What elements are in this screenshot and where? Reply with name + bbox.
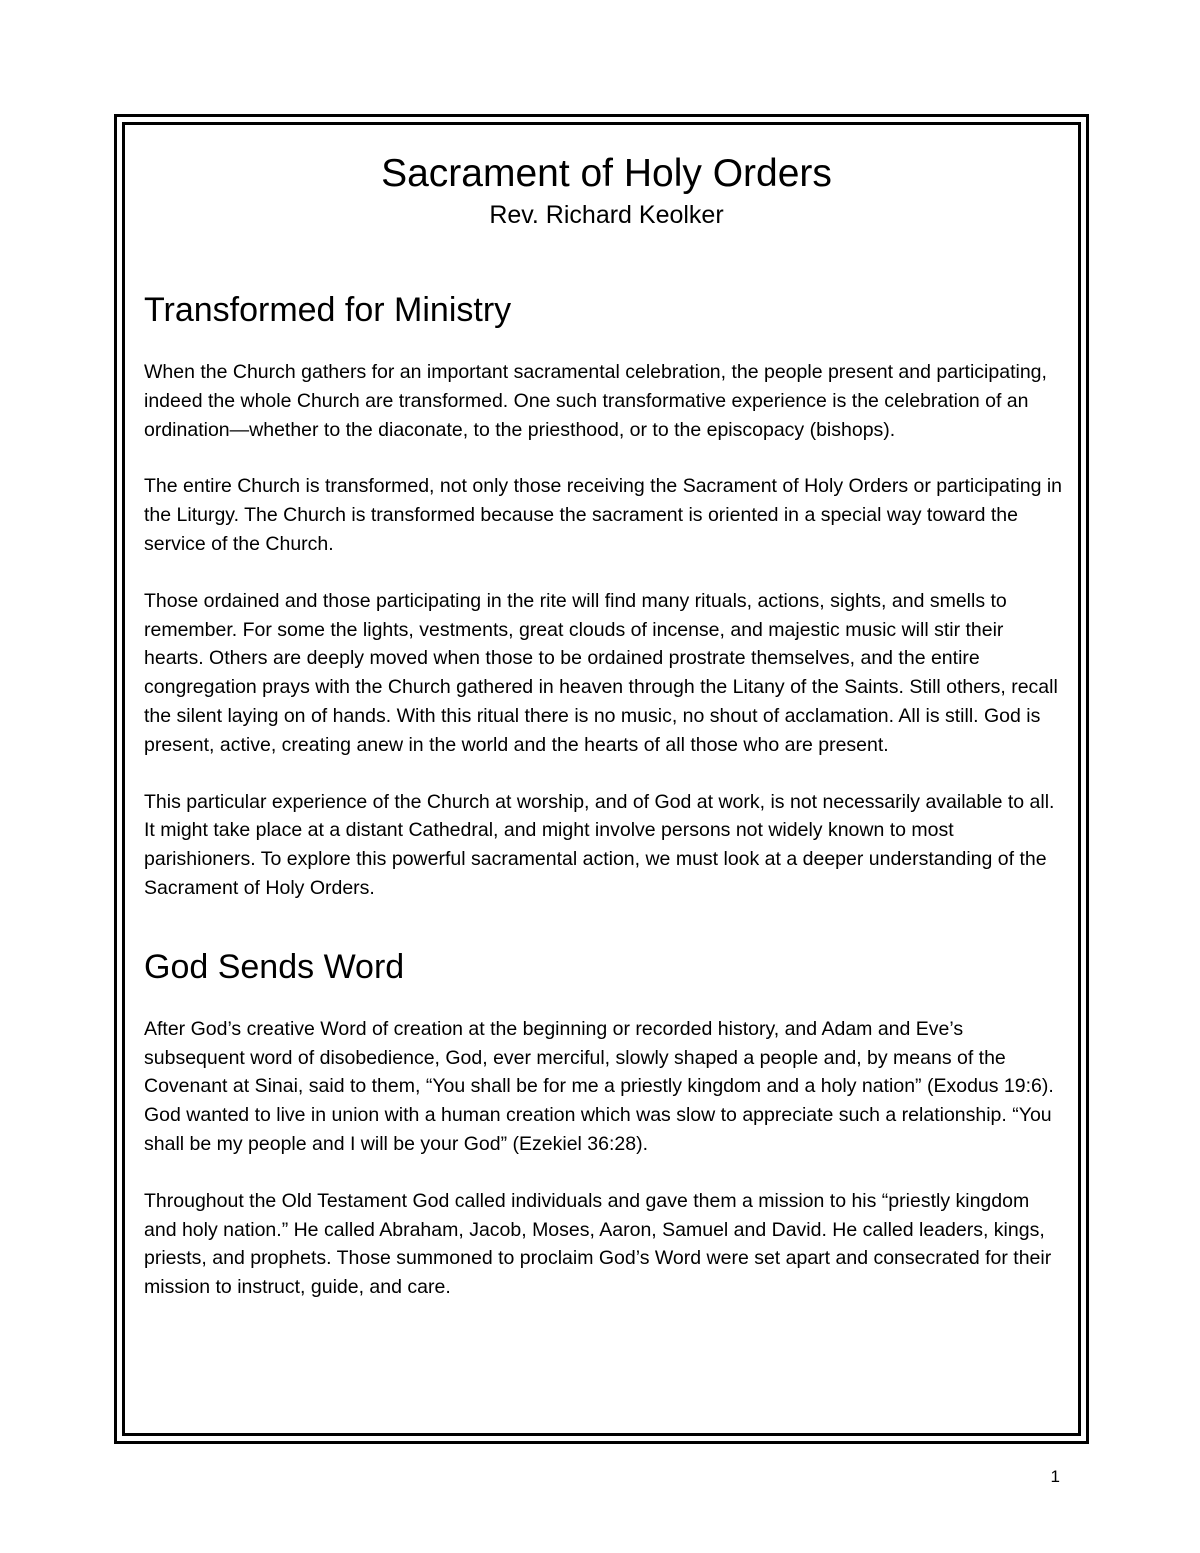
- paragraph: Throughout the Old Testament God called individuals and gave them a mission to his “priestly kingdom and holy nation.” He called Abraham, Jacob, Moses, Aaron, Samuel and David. He called leaders, kings, priests, and prophets. Those summoned to proclaim God’s Word were set apart and consecrated for their mission to instruct, guide, and care.: [144, 1189, 1052, 1299]
- paragraph: When the Church gathers for an important sacramental celebration, the people present and participating, indeed the whole Church are transformed. One such transformative experience is the celebration of an ordination—whether to the diaconate, to the priesthood, or to the episcopacy (bishops).: [144, 361, 1047, 441]
- section-heading-transformed: Transformed for Ministry: [144, 291, 512, 329]
- paragraph: After God’s creative Word of creation at the beginning or recorded history, and Adam and Eve’s subsequent word of disobedience, God, ever merciful, slowly shaped a people and, by means of the Covenant at Sinai, said to them, “You shall be for me a priestly kingdom and a holy nation” (Exodus 19:6). God wanted to live in union with a human creation which was slow to appreciate such a relationship. “You shall be my people and I will be your God” (Ezekiel 36:28).: [144, 1017, 1054, 1155]
- paragraph: Those ordained and those participating in the rite will find many rituals, actions, sights, and smells to remember. For some the lights, vestments, great clouds of incense, and majestic music will stir their hearts. Others are deeply moved when those to be ordained prostrate themselves, and the entire congregation prays with the Church gathered in heaven through the Litany of the Saints. Still others, recall the silent laying on of hands. With this ritual there is no music, no shout of acclamation. All is still. God is present, active, creating anew in the world and the hearts of all those who are present.: [144, 589, 1058, 756]
- document-author: Rev. Richard Keolker: [489, 201, 724, 229]
- paragraph: The entire Church is transformed, not only those receiving the Sacrament of Holy Orders or participating in the Liturgy. The Church is transformed because the sacrament is oriented in a special way toward the service of the Church.: [144, 475, 1063, 555]
- document-body: [144, 150, 1069, 1302]
- page-number: 1: [1050, 1467, 1060, 1486]
- paragraph: This particular experience of the Church at worship, and of God at work, is not necessarily available to all. It might take place at a distant Cathedral, and might involve persons not widely known to most parishioners. To explore this powerful sacramental action, we must look at a deeper understanding of the Sacrament of Holy Orders.: [144, 790, 1055, 899]
- document-title: Sacrament of Holy Orders: [381, 152, 832, 195]
- section-heading-god-sends-word: God Sends Word: [144, 947, 405, 986]
